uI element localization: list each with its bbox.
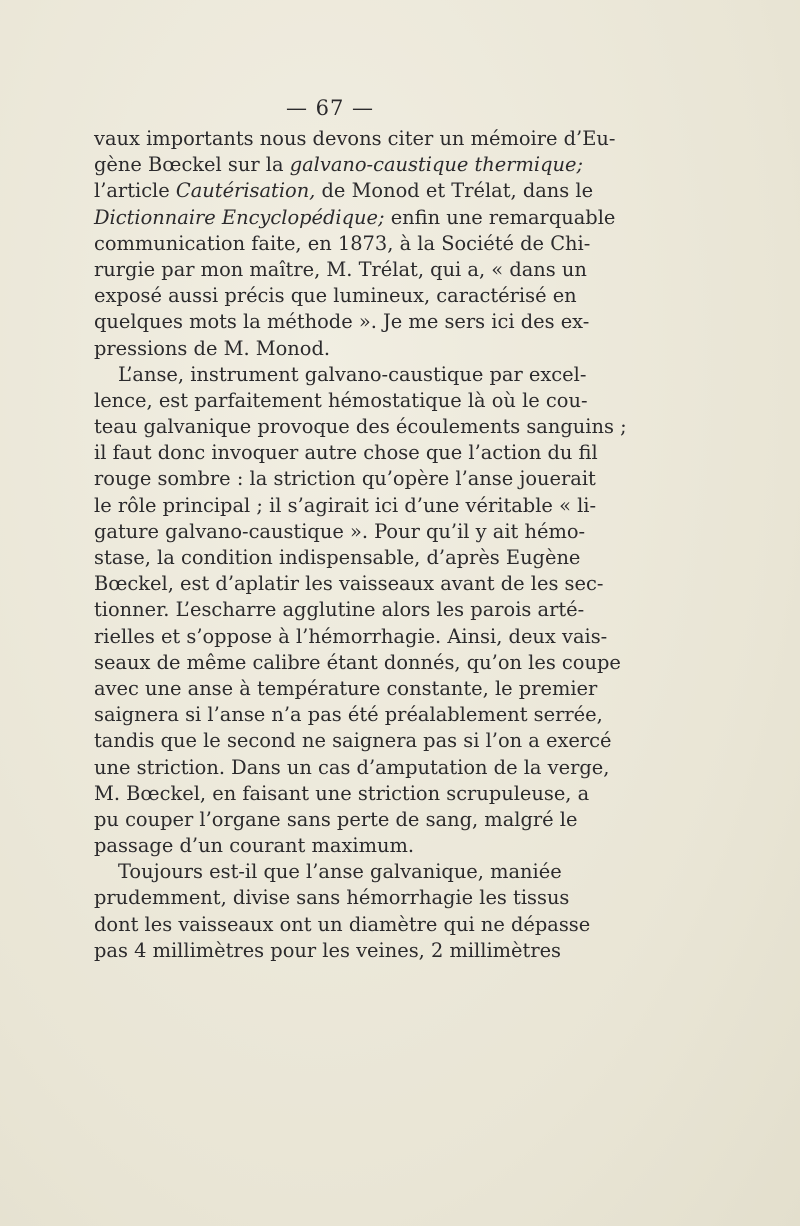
text-segment: enfin une remarquable: [384, 205, 616, 229]
text-line: rurgie par mon maître, M. Trélat, qui a, « dans un: [94, 257, 587, 281]
text-line: lence, est parfaitement hémostatique là où le cou-: [94, 388, 588, 412]
text-line: exposé aussi précis que lumineux, caractérisé en: [94, 284, 577, 308]
paragraph: [94, 362, 627, 860]
paragraph: [94, 859, 591, 964]
text-line: avec une anse à température constante, le premier: [94, 676, 598, 700]
text-line: communication faite, en 1873, à la Société de Chi-: [94, 231, 591, 255]
text-line: une striction. Dans un cas d’amputation de la verge,: [94, 755, 610, 779]
text-line: teau galvanique provoque des écoulements sanguins ;: [94, 415, 627, 439]
text-line: tionner. L’escharre agglutine alors les parois arté-: [94, 598, 585, 622]
text-line: [94, 205, 616, 231]
text-line: stase, la condition indispensable, d’après Eugène: [94, 546, 581, 569]
page-number: — 67 —: [285, 96, 375, 120]
text-line: il faut donc invoquer autre chose que l’action du fil: [94, 441, 598, 465]
italic-title: galvano-caustique thermique;: [289, 153, 584, 177]
italic-title: Cautérisation,: [175, 179, 316, 203]
text-line: [94, 152, 584, 178]
text-line: [94, 178, 594, 204]
text-line: quelques mots la méthode ». Je me sers ici des ex-: [94, 310, 590, 334]
text-line: rouge sombre : la striction qu’opère l’anse jouerait: [94, 467, 596, 491]
text-segment: l’article: [94, 179, 176, 203]
text-line: gature galvano-caustique ». Pour qu’il y ait hémo-: [94, 519, 586, 543]
text-segment: gène Bœckel sur la: [94, 153, 290, 177]
text-line: M. Bœckel, en faisant une striction scrupuleuse, a: [94, 781, 590, 805]
text-line: passage d’un courant maximum.: [94, 834, 415, 858]
text-line: Toujours est-il que l’anse galvanique, maniée: [118, 860, 562, 884]
text-line: pu couper l’organe sans perte de sang, malgré le: [94, 807, 578, 831]
text-line: pressions de M. Monod.: [94, 336, 331, 360]
text-line: L’anse, instrument galvano-caustique par excel-: [118, 362, 587, 386]
text-line: saignera si l’anse n’a pas été préalablement serrée,: [94, 703, 603, 727]
text-line: tandis que le second ne saignera pas si l’on a exercé: [94, 729, 612, 753]
text-line: dont les vaisseaux ont un diamètre qui ne dépasse: [94, 912, 591, 936]
italic-title: Dictionnaire Encyclopédique;: [94, 205, 385, 229]
text-line: seaux de même calibre étant donnés, qu’on les coupe: [94, 650, 621, 674]
text-line: pas 4 millimètres pour les veines, 2 millimètres: [94, 938, 562, 962]
text-line: rielles et s’oppose à l’hémorrhagie. Ainsi, deux vais-: [94, 624, 608, 648]
text-line: le rôle principal ; il s’agirait ici d’une véritable « li-: [94, 493, 597, 517]
text-line: vaux importants nous devons citer un mémoire d’Eu-: [94, 127, 616, 150]
text-line: Bœckel, est d’aplatir les vaisseaux avant de les sec-: [94, 572, 604, 596]
paragraph: [94, 126, 616, 362]
text-line: prudemment, divise sans hémorrhagie les tissus: [94, 886, 570, 910]
text-segment: de Monod et Trélat, dans le: [315, 179, 594, 203]
body-text: [94, 126, 627, 964]
